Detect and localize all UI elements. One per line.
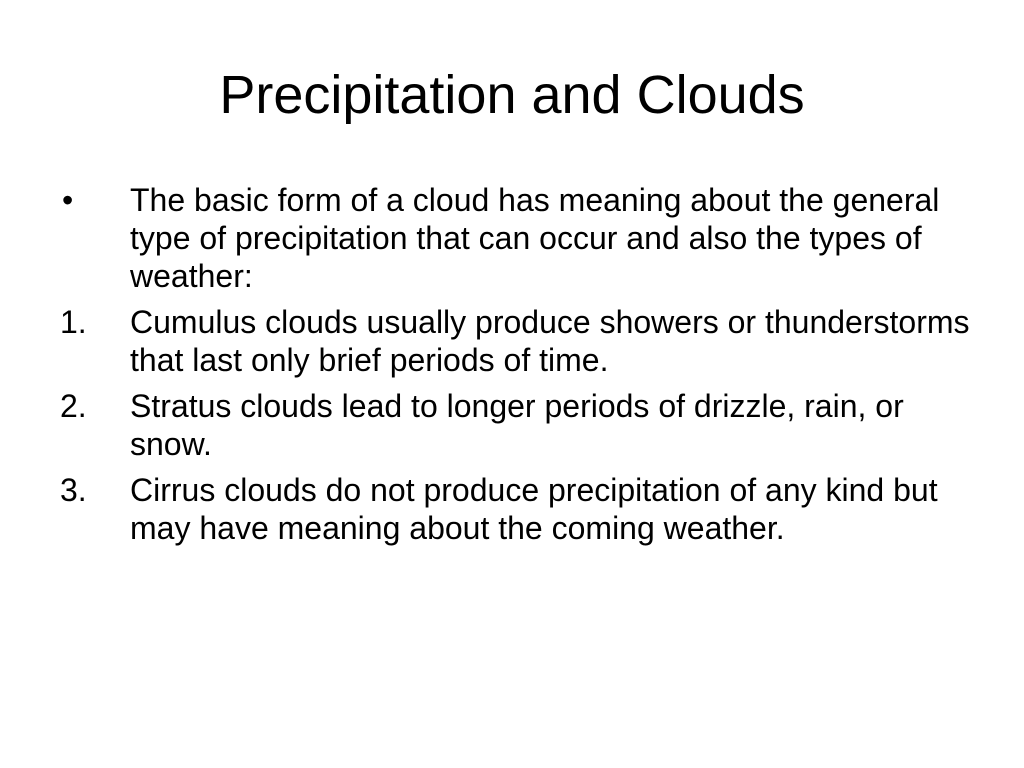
slide-title: Precipitation and Clouds — [219, 65, 805, 125]
list-item-cumulus — [60, 303, 980, 379]
list-item-text: Cirrus clouds do not produce precipitation of any kind but may have meaning about the coming weather. — [130, 472, 938, 546]
slide-body-list — [60, 181, 980, 555]
list-item-cirrus — [60, 471, 980, 547]
list-item-stratus — [60, 387, 980, 463]
list-item-intro — [60, 181, 980, 295]
list-item-text: The basic form of a cloud has meaning about the general type of precipitation that can occur and also the types of weather: — [130, 182, 940, 294]
list-item-text: Stratus clouds lead to longer periods of drizzle, rain, or snow. — [130, 388, 904, 462]
number-marker: 3. — [60, 472, 87, 508]
number-marker: 1. — [60, 304, 87, 340]
list-item-text: Cumulus clouds usually produce showers or thunderstorms that last only brief periods of time. — [130, 304, 970, 378]
bullet-marker: • — [62, 182, 74, 218]
number-marker: 2. — [60, 388, 87, 424]
